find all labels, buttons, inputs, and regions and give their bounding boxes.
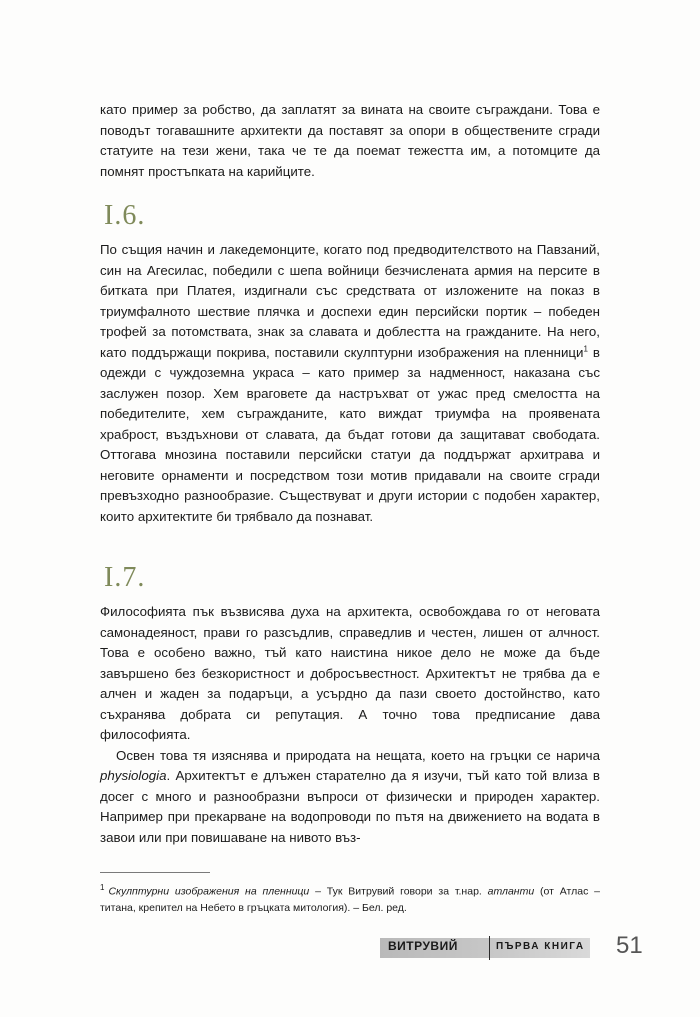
footer-separator	[489, 936, 490, 960]
section-1-6-paragraph	[100, 240, 600, 527]
footer-book-title: ПЪРВА КНИГА	[496, 941, 585, 952]
section-1-7-text	[100, 602, 600, 848]
footnote-number: 1	[100, 883, 105, 892]
footnote-term: Скулптурни изображения на пленници	[108, 885, 310, 898]
page-footer	[380, 934, 670, 960]
paragraph-part: По същия начин и лакедемонците, когато под предводителството на Павзаний, син на Агесилас, победили с шепа войници безчислената армия на персите в битката при Платея, издигнали със средствата от изложените на показ в триумфалното шествие плячка и доспехи един персийски портик – победен трофей за потомствата, знак за славата и доблестта на гражданите. На него, като поддържащи покрива, поставили скулптурни изображения на пленници	[100, 242, 600, 360]
page-number: 51	[616, 932, 643, 959]
section-heading-1-7: I.7.	[104, 562, 146, 593]
footnote-reference[interactable]: 1	[583, 344, 588, 354]
section-heading-1-6: I.6.	[104, 200, 146, 231]
intro-paragraph: като пример за робство, да заплатят за вината на своите съграждани. Това е поводът тогавашните архитекти да поставят за опори в обществените сгради статуите на тези жени, така че те да поемат тежестта им, а потомците да помнят простъпката на карийците.	[100, 102, 600, 179]
section-1-7-paragraph-2	[100, 746, 600, 849]
paragraph-part: Освен това тя изяснява и природата на нещата, което на гръцки се нарича	[116, 747, 600, 763]
intro-text	[100, 100, 600, 182]
paragraph-part: в одежди с чуждоземна украса – като пример за надменност, наказана със заслужен позор. Хем враговете да настръхват от ужас пред смелостта на победителите, хем съгражданите, като виждат триумфа на проявената храброст, въздъхнови от славата, да бъдат готови да защитават свободата. Оттогава мнозина поставили персийски статуи да поддържат архитрава и неговите орнаменти и посредством този мотив придавали на своите сгради превъзходно разнообразие. Съществуват и други истории с подобен характер, които архитектите би трябвало да познават.	[100, 344, 600, 524]
footnote-divider	[100, 872, 210, 873]
footnote-text: – Тук Витрувий говори за т.нар.	[309, 885, 488, 898]
footnote	[100, 880, 600, 916]
footer-author: ВИТРУВИЙ	[388, 939, 458, 953]
footnote-text-end: (от Атлас – титана, крепител на Небето в гръцката митология). – Бел. ред.	[100, 885, 600, 914]
paragraph-part: . Архитектът е длъжен старателно да я изучи, тъй като той влиза в досег с много и разнообразни въпроси от физически и природен характер. Например при прекарване на водопроводи по пътя на движението на водата в завои или при повишаване на нивото въз-	[100, 768, 600, 845]
footnote-italic-word: атланти	[487, 885, 535, 898]
section-1-6-text	[100, 240, 600, 527]
section-1-7-paragraph-1: Философията пък възвисява духа на архитекта, освобождава го от неговата самонадеяност, прави го разсъдлив, справедлив и честен, лишен от алчност. Това е особено важно, тъй като наистина никое дело не може да бъде завършено без безкористност и добросъвестност. Архитектът не трябва да е алчен и жаден за подаръци, а усърдно да пази своето достойнство, като съхранява добрата си репутация. А точно това предписание дава философията.	[100, 604, 600, 742]
term-physiologia: physiologia	[100, 768, 167, 783]
